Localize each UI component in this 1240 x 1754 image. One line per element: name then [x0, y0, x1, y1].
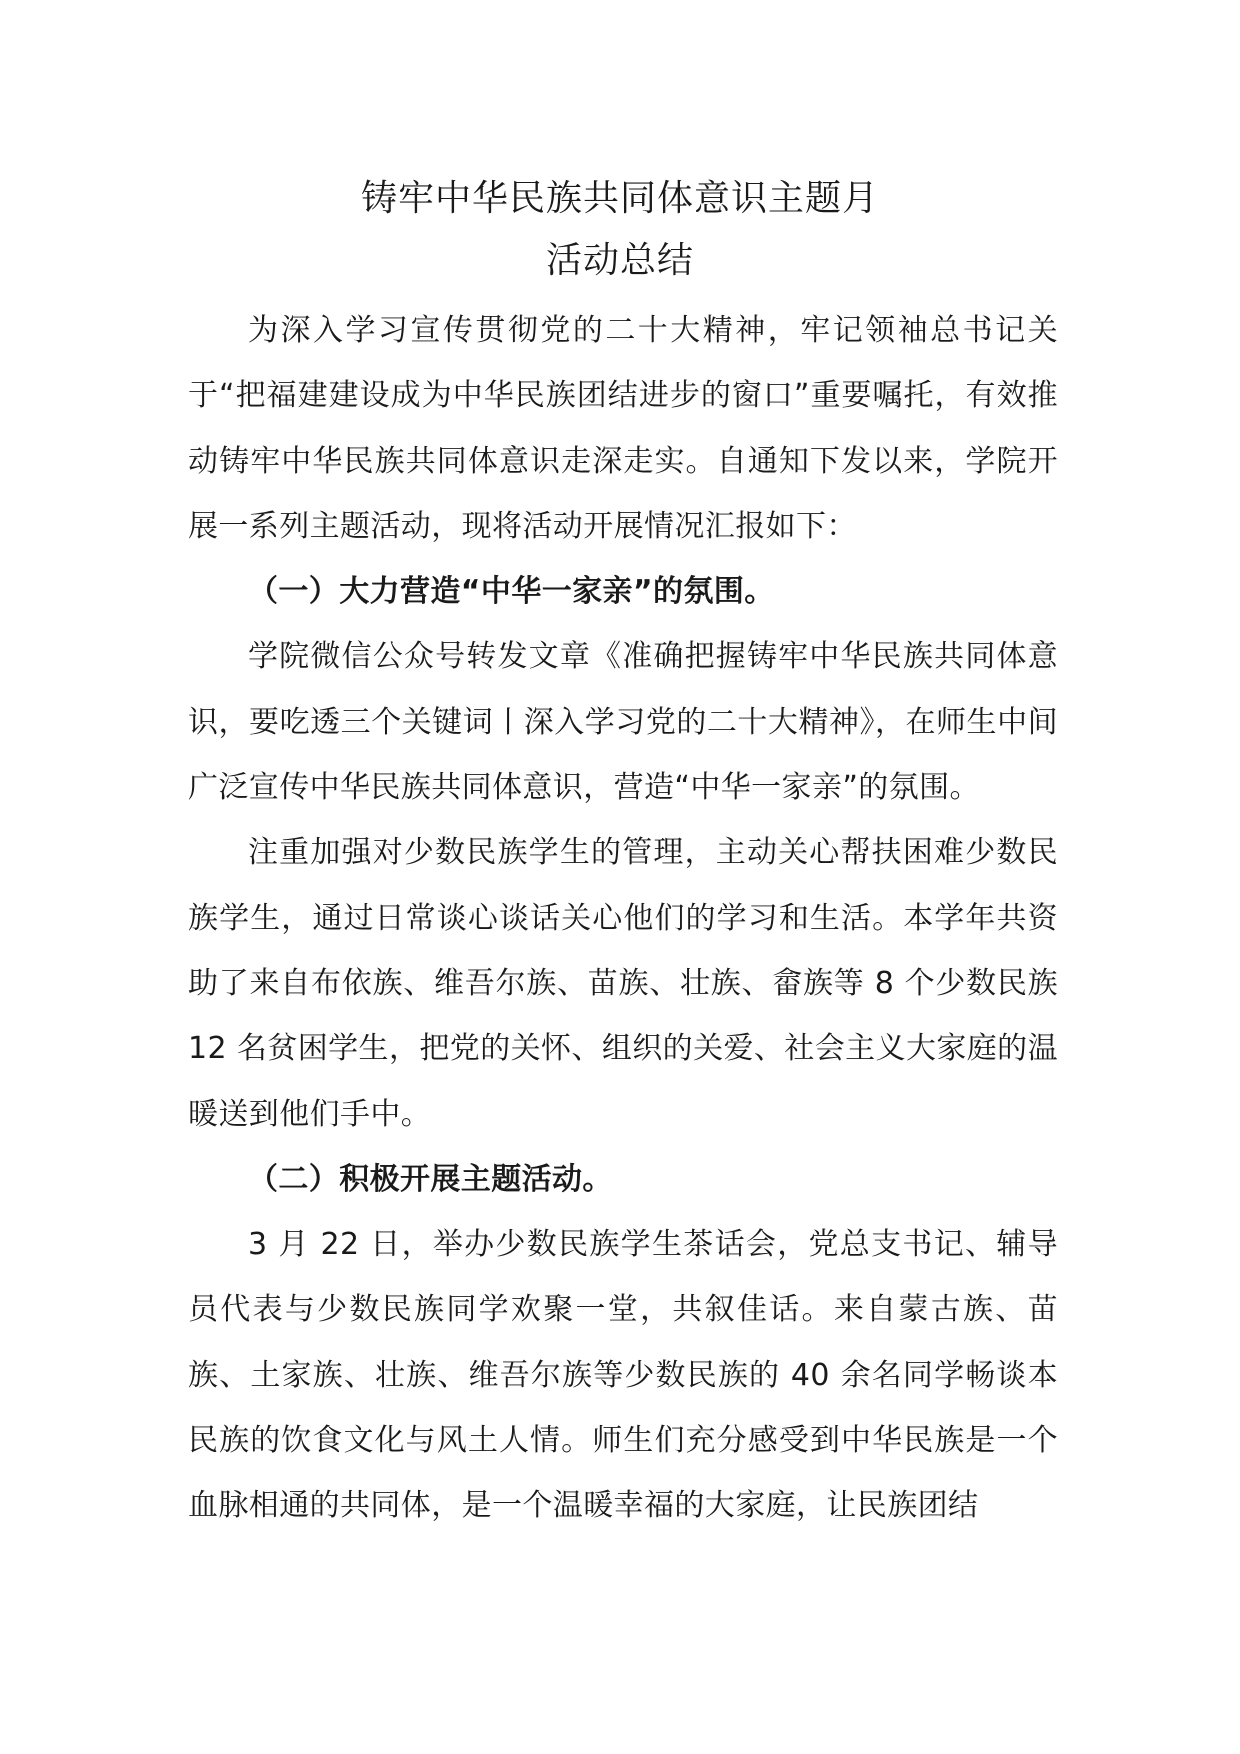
document-body — [188, 298, 1058, 1539]
intro-paragraph: 为深入学习宣传贯彻党的二十大精神，牢记领袖总书记关于“把福建建设成为中华民族团结进步的窗口”重要嘱托，有效推动铸牢中华民族共同体意识走深走实。自通知下发以来，学院开展一系列主题活动，现将活动开展情况汇报如下： — [188, 313, 1058, 544]
section-heading-1: （一）大力营造“中华一家亲”的氛围。 — [248, 574, 775, 610]
section-heading-2: （二）积极开展主题活动。 — [248, 1161, 613, 1197]
title-line-2: 活动总结 — [545, 240, 694, 281]
section-1-paragraph-1: 学院微信公众号转发文章《准确把握铸牢中华民族共同体意识，要吃透三个关键词丨深入学习党的二十大精神》，在师生中间广泛宣传中华民族共同体意识，营造“中华一家亲”的氛围。 — [188, 639, 1058, 806]
section-2-paragraph-1: 3 月 22 日，举办少数民族学生茶话会，党总支书记、辅导员代表与少数民族同学欢聚一堂，共叙佳话。来自蒙古族、苗族、土家族、壮族、维吾尔族等少数民族的 40 余名同学畅谈本民族的饮食文化与风土人情。师生们充分感受到中华民族是一个血脉相通的共同体，是一个温暖幸福的大家庭，让民族团结 — [188, 1227, 1058, 1524]
section-1-paragraph-2: 注重加强对少数民族学生的管理，主动关心帮扶困难少数民族学生，通过日常谈心谈话关心他们的学习和生活。本学年共资助了来自布依族、维吾尔族、苗族、壮族、畲族等 8 个少数民族 12 名贫困学生，把党的关怀、组织的关爱、社会主义大家庭的温暖送到他们手中。 — [188, 835, 1058, 1132]
document-title — [0, 168, 1240, 292]
title-line-1: 铸牢中华民族共同体意识主题月 — [360, 178, 879, 219]
